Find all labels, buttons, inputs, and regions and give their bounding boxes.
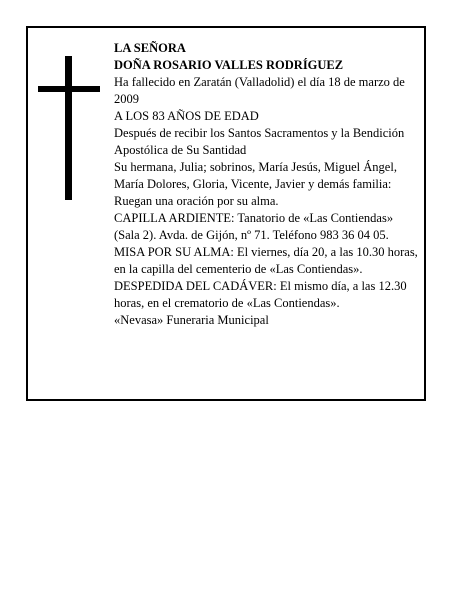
- farewell-info: DESPEDIDA DEL CADÁVER: El mismo día, a las 12.30 horas, en el crematorio de «Las Contiendas».: [114, 279, 407, 310]
- obituary-notice: [26, 26, 426, 401]
- age-statement: A LOS 83 AÑOS DE EDAD: [114, 109, 259, 123]
- prayer-request: Ruegan una oración por su alma.: [114, 194, 279, 208]
- deceased-name: DOÑA ROSARIO VALLES RODRÍGUEZ: [114, 58, 344, 72]
- family-statement: Su hermana, Julia; sobrinos, María Jesús, Miguel Ángel, María Dolores, Gloria, Vicente, Javier y demás familia:: [114, 160, 397, 191]
- chapel-info: CAPILLA ARDIENTE: Tanatorio de «Las Contiendas» (Sala 2). Avda. de Gijón, nº 71. Teléfono 983 36 04 05.: [114, 211, 394, 242]
- title: LA SEÑORA: [114, 41, 186, 55]
- cross-horizontal-bar: [38, 86, 100, 92]
- death-statement: Ha fallecido en Zaratán (Valladolid) el día 18 de marzo de 2009: [114, 75, 405, 106]
- obituary-text: [114, 40, 420, 329]
- funeral-home: «Nevasa» Funeraria Municipal: [114, 313, 269, 327]
- latin-cross-icon: [38, 56, 100, 200]
- sacraments-statement: Después de recibir los Santos Sacramentos y la Bendición Apostólica de Su Santidad: [114, 126, 405, 157]
- mass-info: MISA POR SU ALMA: El viernes, día 20, a las 10.30 horas, en la capilla del cementerio de «Las Contiendas».: [114, 245, 418, 276]
- cross-vertical-bar: [65, 56, 72, 200]
